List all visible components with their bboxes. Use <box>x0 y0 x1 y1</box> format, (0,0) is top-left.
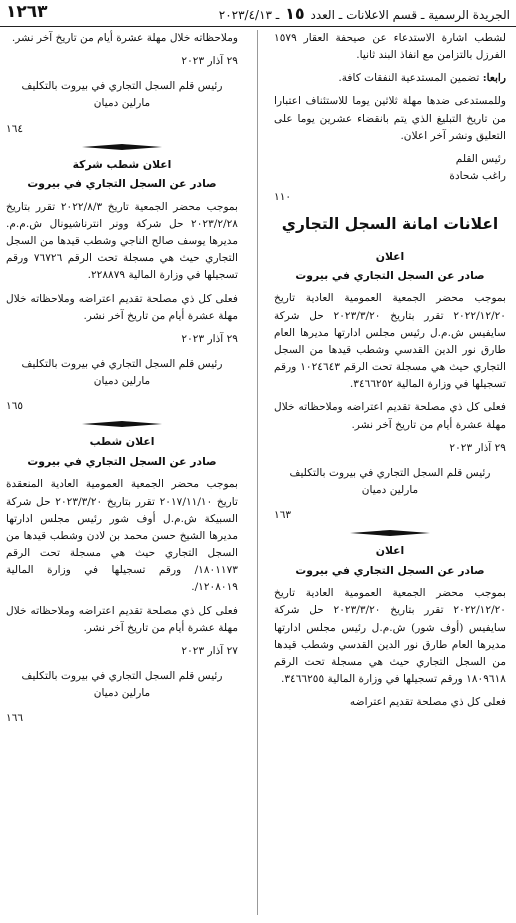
separator-ornament <box>350 530 430 536</box>
continuation-objection: وملاحظاته خلال مهلة عشرة أيام من تاريخ آخر نشر. <box>11 32 238 44</box>
notice-objection: فعلى كل ذي مصلحة تقديم اعتراضه وملاحظاته خلال مهلة عشرة أيام من تاريخ آخر نشر. <box>6 604 238 634</box>
notice-block <box>6 433 238 727</box>
notice-title: اعلان <box>375 249 405 263</box>
notice-date: ٢٩ آذار ٢٠٢٣ <box>181 332 238 345</box>
notice-signer-name: مارلين دميان <box>361 484 419 497</box>
notice-number: ١٦٥ <box>6 400 24 413</box>
notice-signer: رئيس قلم السجل التجاري في بيروت بالتكليف <box>289 466 491 479</box>
notice-body: بموجب محضر الجمعية العمومية العادية تاريخ ٢٠٢٢/١٢/٢٠ تقرر بتاريخ ٢٠٢٣/٣/٢٠ حل شركة سايفيس ش.م.ل رئيس مجلس ادارتها مديرها العام طارق نور الدين القدسي وشطب قيدها من السجل التجاري حيث هي مسجلة تحت الرقم ١٠٢٤٦٤٣ ورقم تسجيلها في وزارة المالية ٣٤٦٦٢٥٢. <box>274 292 506 391</box>
notice-number: ١١٠ <box>274 191 292 204</box>
notice-title: اعلان <box>375 544 405 558</box>
continuation-text: لشطب اشارة الاستدعاء عن صيحفة العقار ١٥٧٩ الفرزل بالتزامن مع انفاذ البند ثانيا. <box>274 32 506 62</box>
notice-date: ٢٩ آذار ٢٠٢٣ <box>449 441 506 454</box>
issue-number: ١٥ <box>285 4 305 23</box>
notice-number: ١٦٣ <box>274 509 292 522</box>
notice-number: ١٦٦ <box>6 712 24 725</box>
notice-objection: فعلى كل ذي مصلحة تقديم اعتراضه وملاحظاته خلال مهلة عشرة أيام من تاريخ آخر نشر. <box>274 401 506 431</box>
signature-name: راغب شحادة <box>449 170 506 183</box>
header-title-prefix: الجريدة الرسمية ـ قسم الاعلانات ـ العدد <box>310 8 510 22</box>
notice-subtitle: صادر عن السجل التجاري في بيروت <box>295 563 485 577</box>
notice-signer-name: مارلين دميان <box>93 687 151 700</box>
notice-body: بموجب محضر الجمعية العمومية العادية تاريخ ٢٠٢٢/١٢/٢٠ تقرر بتاريخ ٢٠٢٣/٣/٢٠ حل شركة سايفيس (أوف شور) ش.م.ل رئيس مجلس ادارتها مديرها العام طارق نور الدين القدسي وشطب قيدها من السجل التجاري حيث هي مسجلة تحت الرقم ١٨٠٩٦١٨ ورقم تسجيلها في وزارة المالية ٣٤٦٦٢٥٥. <box>274 587 506 686</box>
section-heading: اعلانات امانة السجل التجاري <box>281 215 499 234</box>
clause-fourth-label: رابعا: <box>482 72 506 85</box>
separator-ornament <box>82 421 162 427</box>
notice-signer: رئيس قلم السجل التجاري في بيروت بالتكليف <box>21 670 223 682</box>
notice-subtitle: صادر عن السجل التجاري في بيروت <box>295 269 485 282</box>
notice-block <box>274 542 506 711</box>
notice-objection: فعلى كل ذي مصلحة تقديم اعتراضه <box>349 696 506 709</box>
notice-block <box>274 248 506 525</box>
notice-signer: رئيس قلم السجل التجاري في بيروت بالتكليف <box>21 358 223 370</box>
page-header <box>0 0 516 27</box>
notice-title: اعلان شطب <box>89 435 155 449</box>
appeal-text: وللمستدعى ضدها مهلة ثلاثين يوما للاستئناف اعتبارا من تاريخ التبليغ الذي يتم بانقضاء عشرين يوما على التعليق ونشر آخر اعلان. <box>274 95 506 142</box>
header-title <box>219 4 510 23</box>
left-column <box>6 30 238 920</box>
notice-title: اعلان شطب شركة <box>72 157 172 171</box>
separator-ornament <box>82 144 162 150</box>
notice-block <box>6 156 238 416</box>
notice-signer-name: مارلين دميان <box>93 375 151 388</box>
clause-fourth <box>274 70 506 87</box>
signature-title: رئيس القلم <box>455 152 506 165</box>
notice-signer-name: مارلين دميان <box>93 97 151 110</box>
column-divider <box>257 30 258 915</box>
notice-date: ٢٧ آذار ٢٠٢٣ <box>181 644 238 657</box>
notice-body: بموجب محضر الجمعية العمومية العادية المنعقدة تاريخ ٢٠١٧/١١/١٠ تقرر بتاريخ ٢٠٢٣/٣/٢٠ حل شركة السبيكة ش.م.ل أوف شور رئيس مجلس ادارتها مديرها الشيخ حسن محمد بن لادن وشطب قيدها من السجل التجاري حيث هي مسجلة تحت الرقم ١٨٠١١٧٣/ ورقم تسجيلها في وزارة المالية ١٢٠٨٠١٩/. <box>6 478 238 594</box>
notice-date: ٢٩ آذار ٢٠٢٣ <box>181 55 238 68</box>
notice-objection: فعلى كل ذي مصلحة تقديم اعتراضه وملاحظاته خلال مهلة عشرة أيام من تاريخ آخر نشر. <box>6 292 238 322</box>
clause-fourth-text: تضمين المستدعية النفقات كافة. <box>338 72 480 85</box>
notice-subtitle: صادر عن السجل التجاري في بيروت <box>27 177 217 191</box>
notice-subtitle: صادر عن السجل التجاري في بيروت <box>27 454 217 468</box>
notice-number: ١٦٤ <box>6 122 24 135</box>
notice-signer: رئيس قلم السجل التجاري في بيروت بالتكليف <box>21 80 223 93</box>
right-column <box>274 30 506 920</box>
page-number: ١٢٦٣ <box>6 2 48 22</box>
header-date: ـ ٢٠٢٣/٤/١٣ <box>218 8 280 22</box>
notice-body: بموجب محضر الجمعية تاريخ ٢٠٢٢/٨/٣ تقرر بتاريخ ٢٠٢٣/٢/٢٨ حل شركة وونر انترناشيونال ش.م.م. مديرها يوسف صالح الناجي وشطب قيدها من السجل التجاري حيث هي مسجلة تحت الرقم ٧٦٧٢٦ ورقم تسجيلها في وزارة المالية ٢٢٨٨٧٩. <box>6 200 238 282</box>
